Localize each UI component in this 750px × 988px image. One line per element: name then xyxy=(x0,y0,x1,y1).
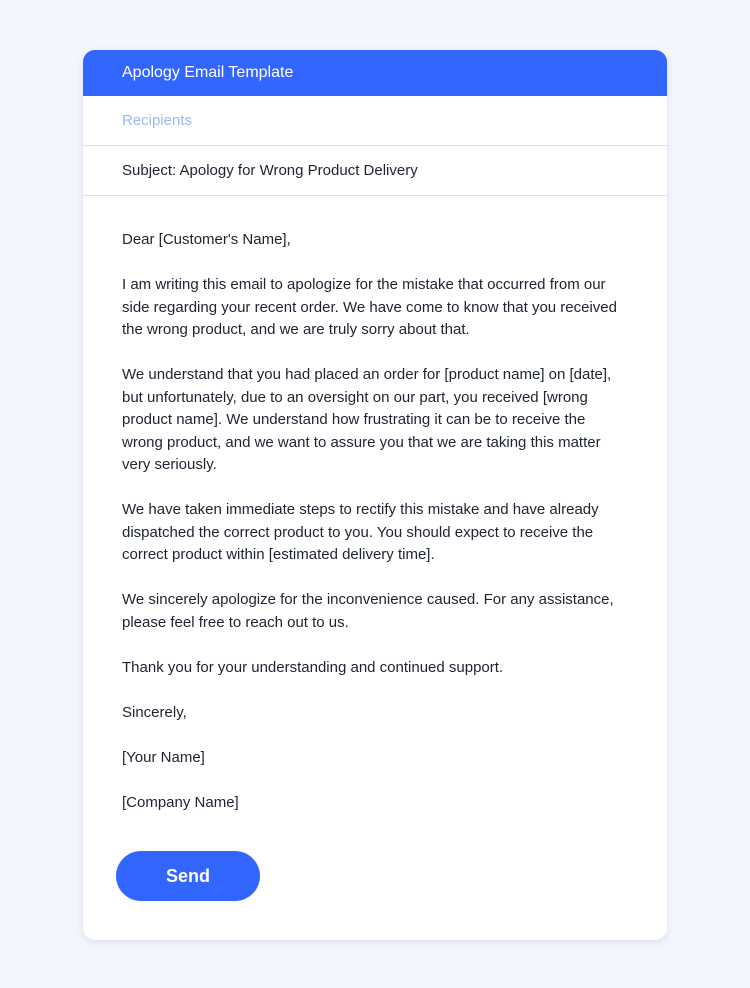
card-header xyxy=(83,50,667,96)
subject-row xyxy=(83,146,667,196)
body-paragraph: Thank you for your understanding and continued support. xyxy=(122,658,504,676)
send-button[interactable]: Send xyxy=(116,851,260,901)
body-signoff: Sincerely, xyxy=(122,703,187,721)
recipients-row xyxy=(83,96,667,146)
body-sender-name: [Your Name] xyxy=(122,748,205,766)
email-compose-card xyxy=(83,50,667,940)
body-paragraph: I am writing this email to apologize for the mistake that occurred from our side regarding your recent order. We have come to know that you received the wrong product, and we are truly sorry about that. xyxy=(122,276,617,338)
recipients-input[interactable] xyxy=(122,112,622,129)
body-paragraph: We sincerely apologize for the inconvenience caused. For any assistance, please feel free to reach out to us. xyxy=(122,591,614,631)
email-body[interactable] xyxy=(83,196,667,814)
body-company-name: [Company Name] xyxy=(122,793,239,811)
body-paragraph: We have taken immediate steps to rectify this mistake and have already dispatched the correct product to you. You should expect to receive the correct product within [estimated delivery time]. xyxy=(122,501,599,563)
body-greeting: Dear [Customer's Name], xyxy=(122,231,291,248)
card-title: Apology Email Template xyxy=(122,64,294,81)
body-paragraph: We understand that you had placed an order for [product name] on [date], but unfortunately, due to an oversight on our part, you received [wrong product name]. We understand how frustrating it can be to receive the wrong product, and we want to assure you that we are taking this matter very seriously. xyxy=(122,366,612,473)
subject-line: Subject: Apology for Wrong Product Delivery xyxy=(122,162,418,179)
